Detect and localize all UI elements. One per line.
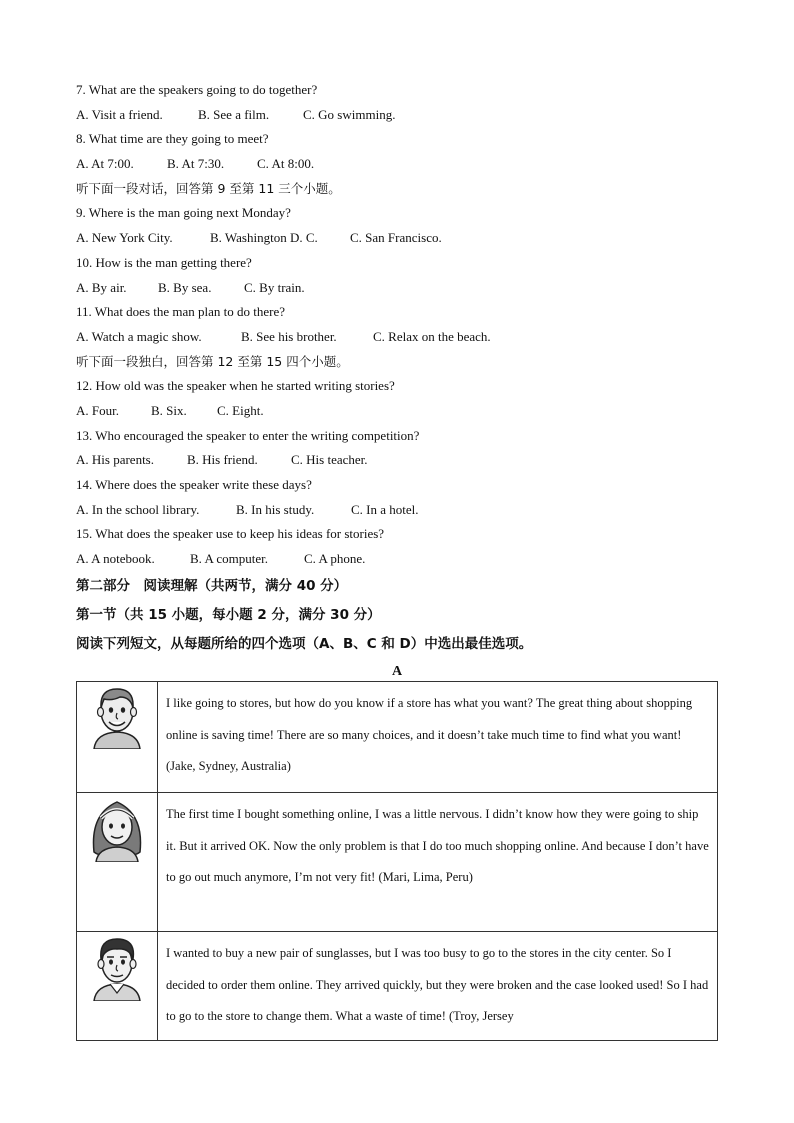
exam-page [76, 78, 718, 683]
option-c: C. At 8:00. [257, 156, 315, 172]
option-c: C. His teacher. [291, 452, 368, 468]
option-b: B. See a film. [198, 106, 270, 122]
question-7: 7. What are the speakers going to do together? [76, 82, 318, 97]
table-row [77, 682, 718, 793]
avatar-cell [77, 793, 158, 932]
options-13 [76, 448, 718, 473]
review-table [76, 681, 718, 1041]
section-title: 第一节（共 15 小题，每小题 2 分，满分 30 分） [76, 606, 381, 623]
question-14: 14. Where does the speaker write these days? [76, 477, 312, 492]
question-10: 10. How is the man getting there? [76, 254, 252, 270]
option-a: A. Four. [76, 402, 119, 418]
option-a: A. Watch a magic show. [76, 328, 202, 344]
option-a: A. In the school library. [76, 501, 200, 517]
option-b: B. His friend. [187, 452, 258, 468]
option-a: A. Visit a friend. [76, 106, 163, 122]
girl-headband-icon [88, 794, 146, 862]
question-11: 11. What does the man plan to do there? [76, 304, 286, 320]
option-b: B. At 7:30. [167, 156, 225, 172]
options-14 [76, 498, 718, 523]
option-a: A. By air. [76, 279, 127, 295]
option-b: B. Six. [151, 402, 187, 418]
option-c: C. San Francisco. [350, 230, 442, 246]
option-a: A. New York City. [76, 230, 173, 246]
reading-instruction: 阅读下列短文，从每题所给的四个选项（A、B、C 和 D）中选出最佳选项。 [76, 635, 533, 652]
option-b: B. In his study. [236, 501, 315, 517]
options-15 [76, 547, 718, 572]
option-b: B. Washington D. C. [210, 230, 318, 246]
option-c: C. Relax on the beach. [373, 328, 491, 344]
option-c: C. Eight. [217, 402, 264, 418]
option-a: A. His parents. [76, 452, 154, 468]
question-9: 9. Where is the man going next Monday? [76, 205, 291, 221]
options-7 [76, 103, 718, 128]
options-11 [76, 325, 718, 350]
option-a: A. A notebook. [76, 551, 155, 567]
question-12: 12. How old was the speaker when he started writing stories? [76, 378, 395, 394]
review-text-troy: I wanted to buy a new pair of sunglasses, but I was too busy to go to the stores in the city center. So I decided to order them online. They arrived quickly, but they were broken and the case looked used! So I had to go to the store to change them. What a waste of time! (Troy, Jersey [158, 932, 718, 1041]
avatar-cell [77, 682, 158, 793]
option-b: B. See his brother. [241, 328, 337, 344]
question-8: 8. What time are they going to meet? [76, 131, 269, 147]
options-8 [76, 152, 718, 177]
option-a: A. At 7:00. [76, 156, 134, 172]
passage-label: A [391, 663, 403, 679]
option-c: C. Go swimming. [303, 106, 396, 122]
options-9 [76, 226, 718, 251]
option-b: B. By sea. [158, 279, 212, 295]
review-text-mari: The first time I bought something online, I was a little nervous. I didn’t know how they were going to ship it. But it arrived OK. Now the only problem is that I do too much shopping online. And because I don’t have to go out much anymore, I’m not very fit! (Mari, Lima, Peru) [158, 793, 718, 932]
question-15: 15. What does the speaker use to keep his ideas for stories? [76, 526, 385, 542]
option-c: C. In a hotel. [351, 501, 419, 517]
review-text-jake: I like going to stores, but how do you know if a store has what you want? The great thing about shopping online is saving time! There are so many choices, and it doesn’t take much time to find what you want! (Jake, Sydney, Australia) [158, 682, 718, 793]
options-12 [76, 399, 718, 424]
table-row [77, 932, 718, 1041]
question-13: 13. Who encouraged the speaker to enter the writing competition? [76, 427, 420, 443]
section-instruction-12-15: 听下面一段独白，回答第 12 至第 15 四个小题。 [76, 353, 349, 369]
options-10 [76, 276, 718, 301]
part-title: 第二部分 阅读理解（共两节，满分 40 分） [76, 577, 348, 594]
table-row [77, 793, 718, 932]
avatar-cell [77, 932, 158, 1041]
boy-dark-hair-icon [90, 933, 144, 1001]
boy-smiling-icon [90, 683, 144, 749]
option-c: C. A phone. [304, 551, 366, 567]
option-c: C. By train. [244, 279, 305, 295]
section-instruction-9-11: 听下面一段对话，回答第 9 至第 11 三个小题。 [76, 180, 341, 196]
option-b: B. A computer. [190, 551, 268, 567]
